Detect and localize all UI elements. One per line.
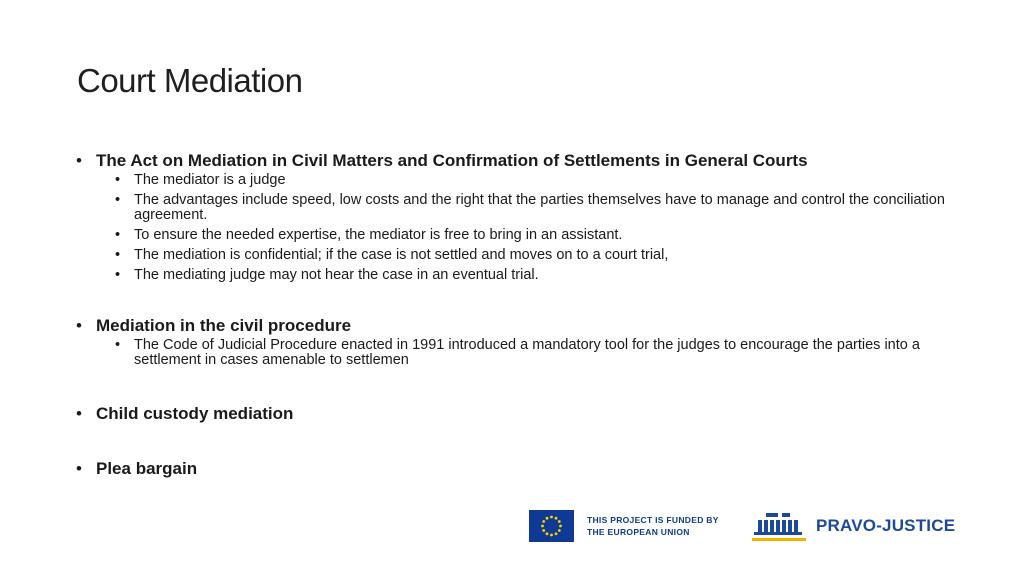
- building-icon: [752, 510, 806, 542]
- slide-content: [76, 150, 976, 480]
- bullet-item: • The advantages include speed, low costs and the right that the parties themselves have to manage and control the conciliation agreement.: [134, 193, 976, 223]
- section-heading: • Plea bargain: [76, 458, 976, 480]
- section-civil-procedure: [76, 315, 976, 368]
- bullet-item: • The Code of Judicial Procedure enacted in 1991 introduced a mandatory tool for the judges to encourage the parties into a settlement in cases amenable to settlemen: [134, 338, 976, 368]
- section-heading: • Child custody mediation: [76, 403, 976, 425]
- slide-title: Court Mediation: [77, 62, 303, 99]
- pravo-justice-logo: [752, 510, 955, 542]
- section-plea-bargain: [76, 458, 976, 480]
- section-child-custody: [76, 403, 976, 425]
- section-act-on-mediation: [76, 150, 976, 283]
- section-heading: • Mediation in the civil procedure: [76, 315, 976, 337]
- bullet-item: • To ensure the needed expertise, the mediator is free to bring in an assistant.: [134, 228, 976, 243]
- bullet-item: • The mediation is confidential; if the case is not settled and moves on to a court trial,: [134, 248, 976, 263]
- eu-funding-text: THIS PROJECT IS FUNDED BY THE EUROPEAN UNION: [587, 515, 719, 537]
- bullet-item: • The mediator is a judge: [134, 173, 976, 188]
- section-heading: • The Act on Mediation in Civil Matters and Confirmation of Settlements in General Courts: [76, 150, 976, 172]
- eu-flag-icon: [529, 510, 574, 542]
- brand-name: PRAVO-JUSTICE: [816, 516, 956, 535]
- bullet-item: • The mediating judge may not hear the case in an eventual trial.: [134, 268, 976, 283]
- eu-funding-logo: [529, 510, 719, 542]
